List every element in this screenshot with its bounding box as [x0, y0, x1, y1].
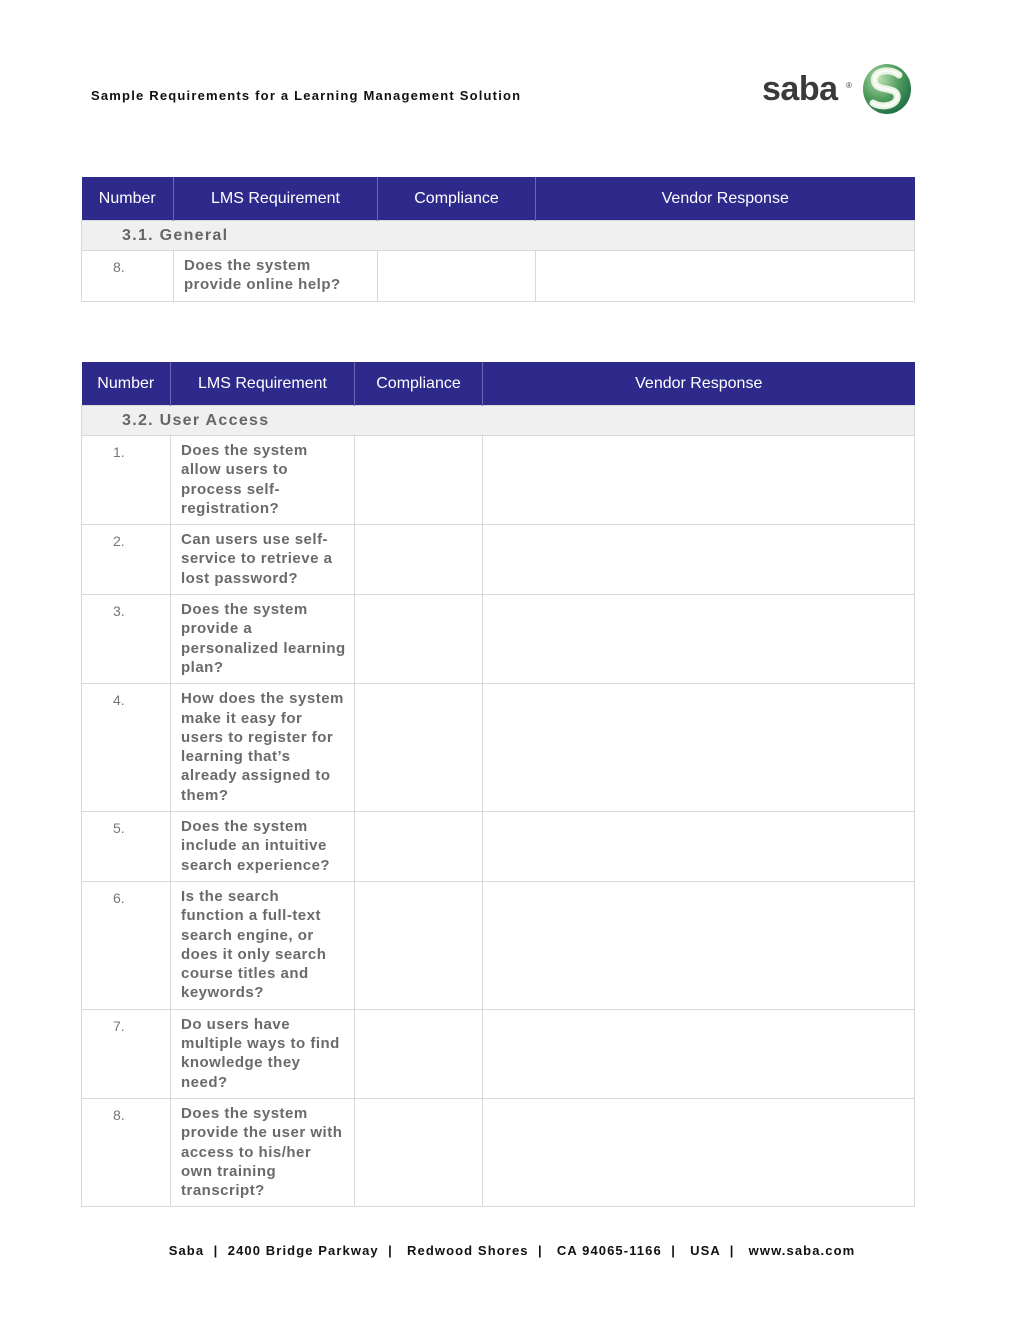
compliance-cell[interactable] — [355, 1009, 483, 1098]
requirements-table-user-access — [81, 362, 915, 1207]
compliance-cell[interactable] — [355, 812, 483, 882]
saba-logo — [745, 55, 930, 125]
row-requirement: Is the search function a full-text search engine, or does it only search course titles and keywords? — [171, 881, 355, 1009]
compliance-cell[interactable] — [355, 595, 483, 684]
section-row — [82, 221, 915, 251]
row-requirement: Can users use self-service to retrieve a lost password? — [171, 525, 355, 595]
compliance-cell[interactable] — [355, 1098, 483, 1206]
row-requirement: Does the system include an intuitive search experience? — [171, 812, 355, 882]
section-row — [82, 406, 915, 436]
vendor-response-cell[interactable] — [483, 436, 915, 525]
table-row — [82, 595, 915, 684]
row-number: 8. — [82, 251, 174, 302]
column-header-lms-requirement: LMS Requirement — [171, 362, 355, 406]
requirements-table-general — [81, 177, 915, 302]
row-requirement: How does the system make it easy for users to register for learning that’s already assigned to them? — [171, 684, 355, 812]
compliance-cell[interactable] — [355, 525, 483, 595]
column-header-number: Number — [82, 177, 174, 221]
row-number: 8. — [82, 1098, 171, 1206]
table-header-row — [82, 362, 915, 406]
saba-s-logo-icon — [859, 61, 915, 117]
compliance-cell[interactable] — [378, 251, 536, 302]
table-row — [82, 436, 915, 525]
table-row — [82, 684, 915, 812]
row-requirement: Does the system provide the user with access to his/her own training transcript? — [171, 1098, 355, 1206]
column-header-vendor-response: Vendor Response — [483, 362, 915, 406]
column-header-number: Number — [82, 362, 171, 406]
vendor-response-cell[interactable] — [483, 595, 915, 684]
column-header-compliance: Compliance — [355, 362, 483, 406]
table-header-row — [82, 177, 915, 221]
column-header-vendor-response: Vendor Response — [536, 177, 915, 221]
row-number: 3. — [82, 595, 171, 684]
page-footer-address: Saba | 2400 Bridge Parkway | Redwood Shores | CA 94065-1166 | USA | www.saba.com — [168, 1243, 856, 1258]
table-row — [82, 812, 915, 882]
section-title: 3.2. User Access — [82, 406, 915, 436]
row-requirement: Does the system allow users to process self-registration? — [171, 436, 355, 525]
vendor-response-cell[interactable] — [483, 812, 915, 882]
column-header-lms-requirement: LMS Requirement — [174, 177, 378, 221]
vendor-response-cell[interactable] — [536, 251, 915, 302]
row-requirement: Does the system provide a personalized learning plan? — [171, 595, 355, 684]
logo-registered-mark: ® — [846, 81, 852, 90]
vendor-response-cell[interactable] — [483, 1009, 915, 1098]
vendor-response-cell[interactable] — [483, 881, 915, 1009]
row-number: 1. — [82, 436, 171, 525]
table-row — [82, 251, 915, 302]
column-header-compliance: Compliance — [378, 177, 536, 221]
table-row — [82, 881, 915, 1009]
table-row — [82, 1009, 915, 1098]
row-number: 7. — [82, 1009, 171, 1098]
vendor-response-cell[interactable] — [483, 684, 915, 812]
table-row — [82, 1098, 915, 1206]
row-number: 6. — [82, 881, 171, 1009]
row-number: 2. — [82, 525, 171, 595]
row-requirement: Does the system provide online help? — [174, 251, 378, 302]
compliance-cell[interactable] — [355, 436, 483, 525]
row-requirement: Do users have multiple ways to find knowledge they need? — [171, 1009, 355, 1098]
vendor-response-cell[interactable] — [483, 1098, 915, 1206]
compliance-cell[interactable] — [355, 684, 483, 812]
section-title: 3.1. General — [82, 221, 915, 251]
table-row — [82, 525, 915, 595]
vendor-response-cell[interactable] — [483, 525, 915, 595]
row-number: 4. — [82, 684, 171, 812]
row-number: 5. — [82, 812, 171, 882]
document-title: Sample Requirements for a Learning Management Solution — [91, 88, 522, 103]
logo-wordmark: saba — [762, 70, 838, 108]
compliance-cell[interactable] — [355, 881, 483, 1009]
